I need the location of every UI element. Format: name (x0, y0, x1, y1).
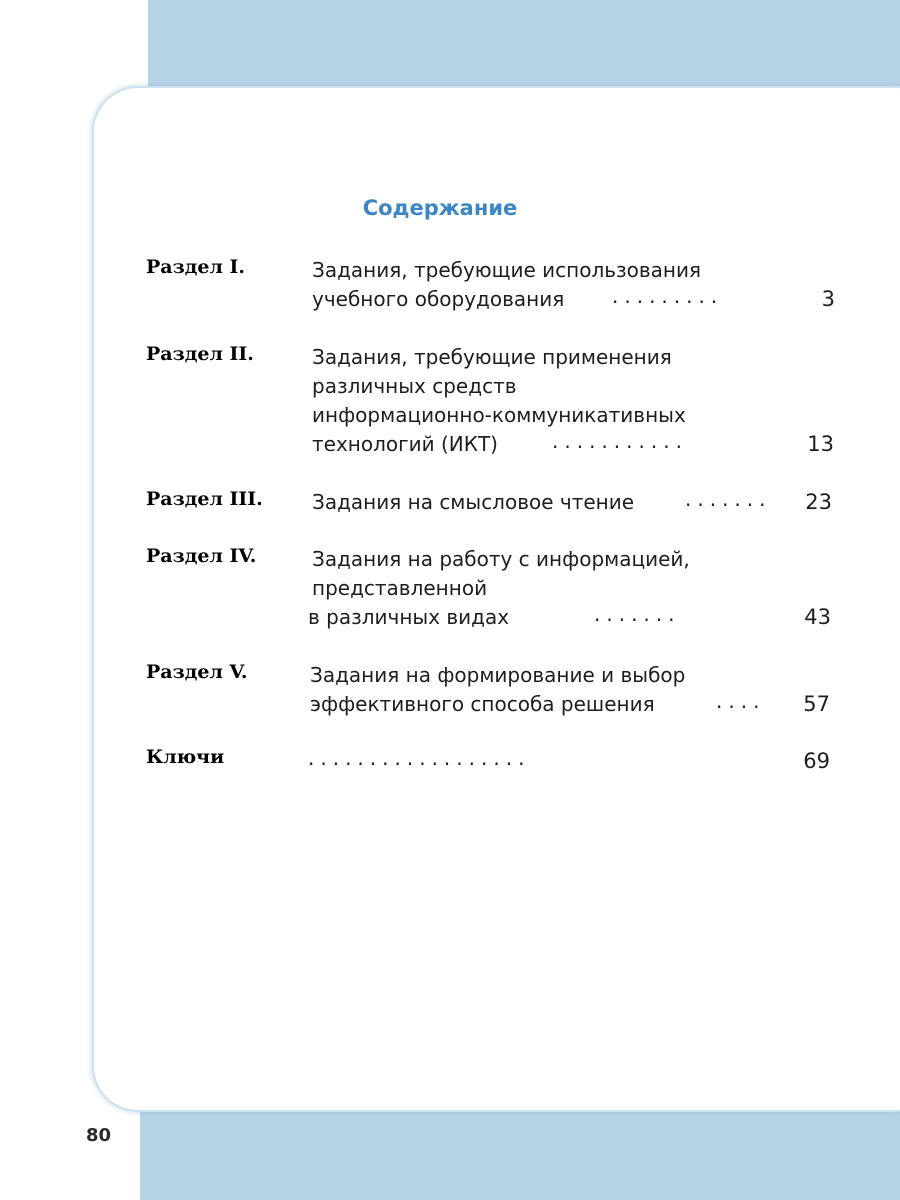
entry-title-line: Задания на работу с информацией, (312, 547, 690, 571)
entry-title-line: Задания на смысловое чтение (312, 490, 635, 514)
dot-leader: ....... (594, 602, 681, 626)
dot-leader: .................. (308, 746, 531, 770)
entry-title-line: информационно-коммуникативных (312, 403, 686, 427)
page-number: 13 (807, 432, 834, 456)
dot-leader: ......... (612, 284, 724, 308)
section-label: Раздел III. (146, 488, 263, 510)
page-title: Содержание (362, 196, 518, 220)
entry-title-line: Задания, требующие применения (312, 345, 672, 369)
entry-title-line: Задания на формирование и выбор (310, 663, 686, 687)
page-number: 69 (803, 749, 830, 773)
section-label: Раздел IV. (146, 545, 257, 567)
page-number: 23 (805, 490, 832, 514)
page-number: 43 (804, 605, 831, 629)
entry-title-line: эффективного способа решения (310, 692, 655, 716)
dot-leader: ........... (552, 429, 688, 453)
entry-title-line: представленной (312, 576, 488, 600)
entry-title-line: учебного оборудования (312, 287, 565, 311)
page-number: 57 (803, 692, 830, 716)
entry-title-line: технологий (ИКТ) (312, 432, 498, 456)
entry-title-line: Задания, требующие использования (312, 258, 702, 282)
entry-title-line: в различных видах (308, 605, 510, 629)
section-label: Раздел II. (146, 343, 254, 365)
content-card (92, 86, 900, 1112)
entry-title-line: различных средств (312, 374, 517, 398)
decor-strip-bottom (140, 1100, 900, 1200)
section-label: Ключи (146, 746, 225, 768)
page-folio-number: 80 (86, 1125, 112, 1146)
dot-leader: .... (716, 689, 766, 713)
section-label: Раздел V. (146, 661, 248, 683)
page-number: 3 (821, 287, 835, 311)
section-label: Раздел I. (146, 256, 245, 278)
dot-leader: ....... (685, 487, 772, 511)
